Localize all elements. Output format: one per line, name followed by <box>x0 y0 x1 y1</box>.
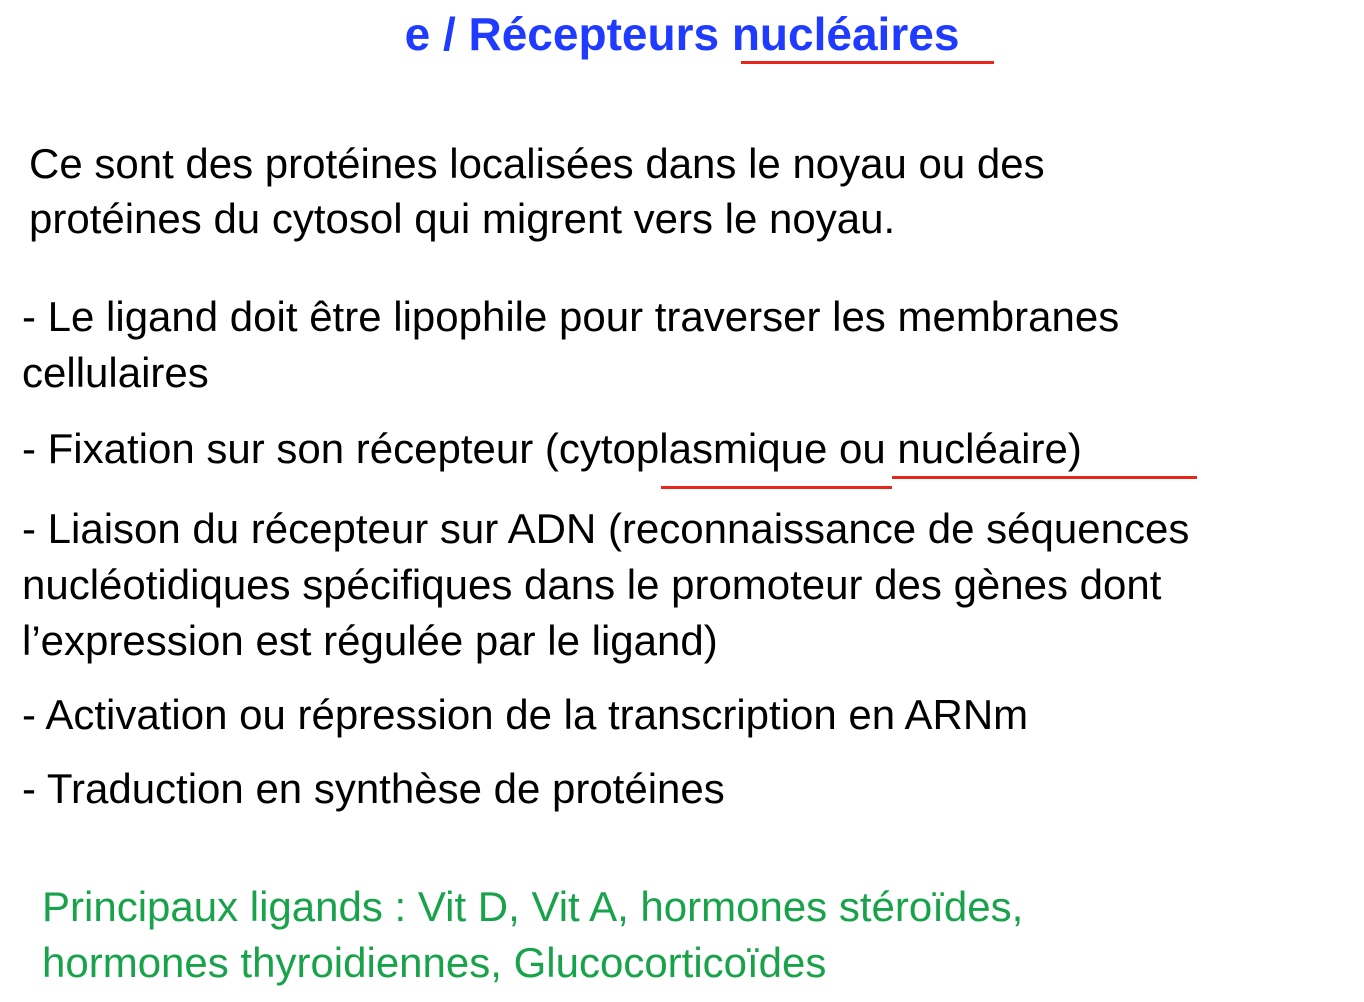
bullet-list <box>22 289 1352 837</box>
bullet-1-line-2: cellulaires <box>22 349 209 396</box>
bullet-2-suffix: ) <box>1067 425 1082 472</box>
bullet-2-prefix: - Fixation sur son récepteur ( <box>22 425 559 472</box>
bullet-3-line-2: nucléotidiques spécifiques dans le promoteur des gènes dont <box>22 561 1162 608</box>
principal-ligands-note <box>42 879 1342 991</box>
bullet-5-text: - Traduction en synthèse de protéines <box>22 765 725 812</box>
ligands-line-1: Principaux ligands : Vit D, Vit A, hormones stéroïdes, <box>42 883 1024 930</box>
bullet-2-underlined-text: cytoplasmique ou nucléaire <box>558 425 1068 472</box>
underline-cytoplasmique <box>661 486 892 489</box>
intro-paragraph <box>29 136 1329 246</box>
intro-line-1: Ce sont des protéines localisées dans le noyau ou des <box>29 140 1045 187</box>
bullet-translation <box>22 761 1352 817</box>
bullet-4-text: - Activation ou répression de la transcription en ARNm <box>22 691 1029 738</box>
ligands-line-2: hormones thyroidiennes, Glucocorticoïdes <box>42 939 827 986</box>
bullet-1-line-1: - Le ligand doit être lipophile pour traverser les membranes <box>22 293 1120 340</box>
intro-line-2: protéines du cytosol qui migrent vers le noyau. <box>29 195 896 242</box>
bullet-transcription <box>22 687 1352 743</box>
slide-title: e / Récepteurs nucléaires <box>404 8 960 60</box>
bullet-lipophile-ligand <box>22 289 1352 401</box>
title-red-underline <box>741 61 994 64</box>
bullet-receptor-fixation <box>22 421 1352 477</box>
bullet-dna-binding <box>22 501 1352 669</box>
bullet-3-line-1: - Liaison du récepteur sur ADN (reconnaissance de séquences <box>22 505 1190 552</box>
underline-nucleaire <box>892 476 1197 479</box>
bullet-3-line-3: l’expression est régulée par le ligand) <box>22 617 718 664</box>
